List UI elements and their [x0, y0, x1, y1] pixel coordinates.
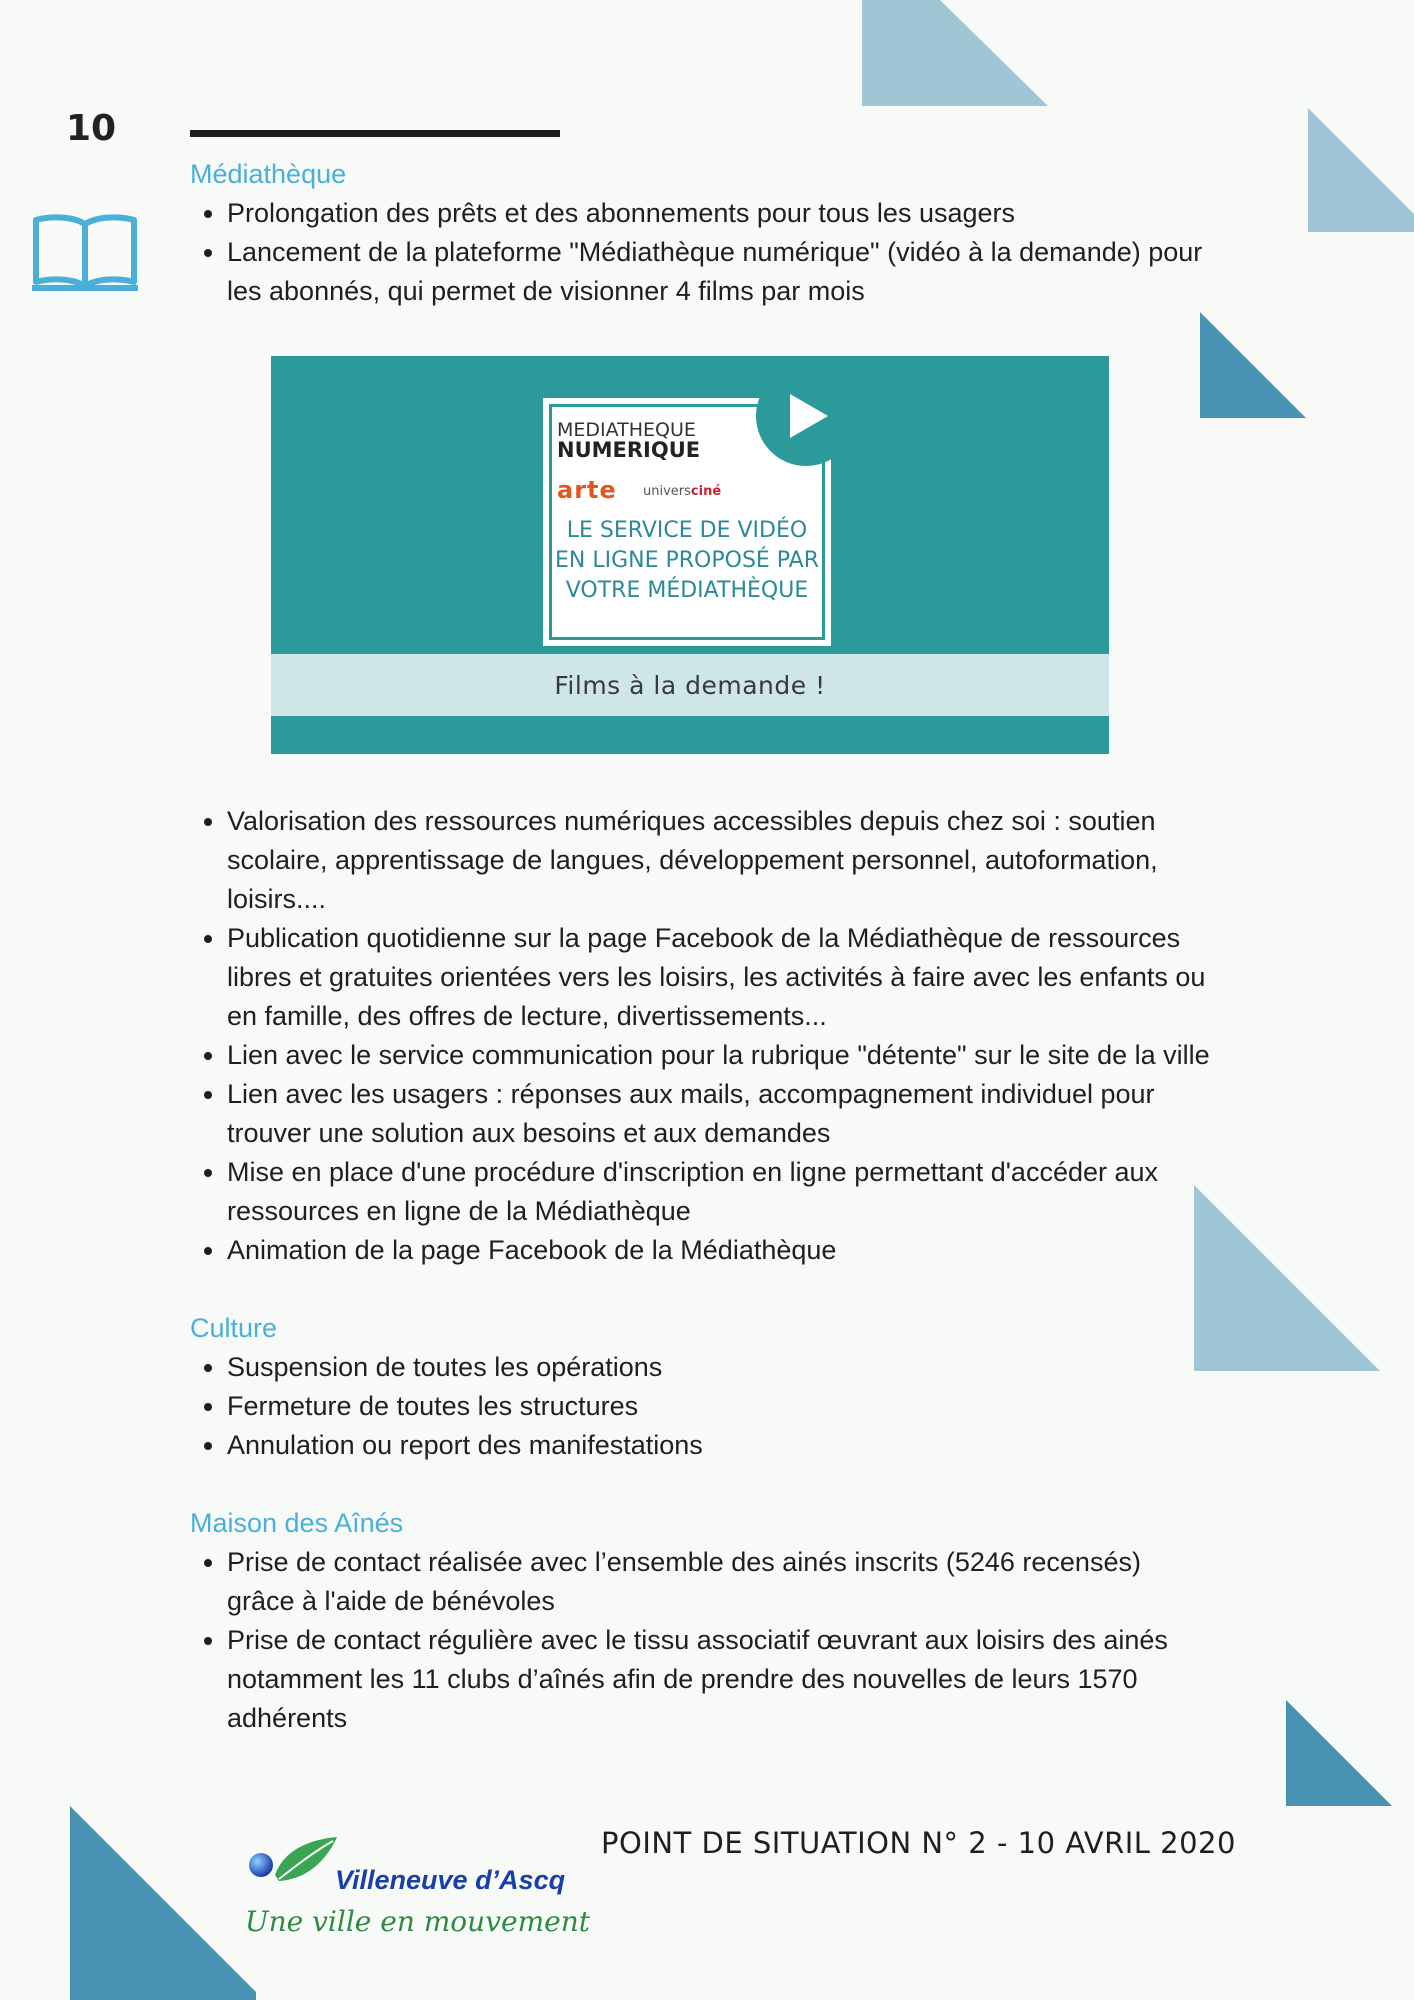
- list-item: • Prise de contact régulière avec le tissu associatif œuvrant aux loisirs des ainés notamment les 11 clubs d’aînés afin de prendre des nouvelles de leurs 1570 adhérents: [227, 1621, 1210, 1738]
- list-item: • Animation de la page Facebook de la Médiathèque: [227, 1231, 1210, 1270]
- list-item: • Prise de contact réalisée avec l’ensemble des ainés inscrits (5246 recensés) grâce à l'aide de bénévoles: [227, 1543, 1210, 1621]
- promo-tagline-line1: LE SERVICE DE VIDÉO: [566, 518, 808, 543]
- footer-title: POINT DE SITUATION N° 2 - 10 AVRIL 2020: [601, 1826, 1236, 1860]
- logo-slogan: Une ville en mouvement: [245, 1905, 590, 1938]
- page-number: 10: [66, 108, 117, 149]
- list-item: • Prolongation des prêts et des abonnements pour tous les usagers: [227, 194, 1210, 233]
- logo-name: Villeneuve d’Ascq: [335, 1865, 566, 1895]
- decor-triangle-bottom-left: [70, 1806, 256, 2000]
- main-content: [190, 155, 1210, 1738]
- list-item: • Publication quotidienne sur la page Facebook de la Médiathèque de ressources libres et gratuites orientées vers les loisirs, les activités à faire avec les enfants ou en famille, des offres de lecture, divertissements...: [227, 919, 1210, 1036]
- promo-tagline-line2: EN LIGNE PROPOSÉ PAR: [555, 548, 819, 573]
- list-item: • Mise en place d'une procédure d'inscription en ligne permettant d'accéder aux ressources en ligne de la Médiathèque: [227, 1153, 1210, 1231]
- universcine-logo: universciné: [643, 484, 722, 499]
- decor-triangle-right-2: [1200, 312, 1306, 418]
- decor-triangle-top: [862, 0, 1048, 106]
- list-item: • Fermeture de toutes les structures: [227, 1387, 1210, 1426]
- play-icon: [756, 366, 856, 466]
- promo-tagline-line3: VOTRE MÉDIATHÈQUE: [565, 578, 809, 603]
- list-item: • Lien avec le service communication pour la rubrique "détente" sur le site de la ville: [227, 1036, 1210, 1075]
- section-title-maison-des-aines: Maison des Aînés: [190, 1508, 404, 1538]
- decor-triangle-right-1: [1308, 108, 1414, 232]
- arte-logo: arte: [557, 476, 617, 504]
- decor-triangle-right-4: [1286, 1700, 1392, 1806]
- decor-triangle-right-3: [1194, 1185, 1380, 1371]
- mediatheque-numerique-banner: [271, 356, 1109, 754]
- section-title-mediatheque: Médiathèque: [190, 159, 347, 189]
- list-item: • Lancement de la plateforme "Médiathèque numérique" (vidéo à la demande) pour les abonnés, qui permet de visionner 4 films par mois: [227, 233, 1210, 311]
- header-rule: [190, 130, 560, 137]
- mediatheque-list-continued: [190, 802, 1210, 1270]
- list-item: • Annulation ou report des manifestations: [227, 1426, 1210, 1465]
- list-item: • Lien avec les usagers : réponses aux mails, accompagnement individuel pour trouver une solution aux besoins et aux demandes: [227, 1075, 1210, 1153]
- maison-des-aines-list: [190, 1543, 1210, 1738]
- list-item: • Valorisation des ressources numériques accessibles depuis chez soi : soutien scolaire, apprentissage de langues, développement personnel, autoformation, loisirs....: [227, 802, 1210, 919]
- promo-brand-line2: NUMERIQUE: [557, 438, 701, 462]
- list-item: • Suspension de toutes les opérations: [227, 1348, 1210, 1387]
- mediatheque-list: [190, 194, 1210, 311]
- promo-band-text: Films à la demande !: [554, 670, 826, 700]
- villeneuve-logo-icon: [245, 1835, 341, 1895]
- promo-band: [271, 654, 1109, 716]
- book-icon: [28, 212, 142, 292]
- culture-list: [190, 1348, 1210, 1465]
- promo-brand-line1: MEDIATHEQUE: [557, 419, 696, 441]
- section-title-culture: Culture: [190, 1313, 278, 1343]
